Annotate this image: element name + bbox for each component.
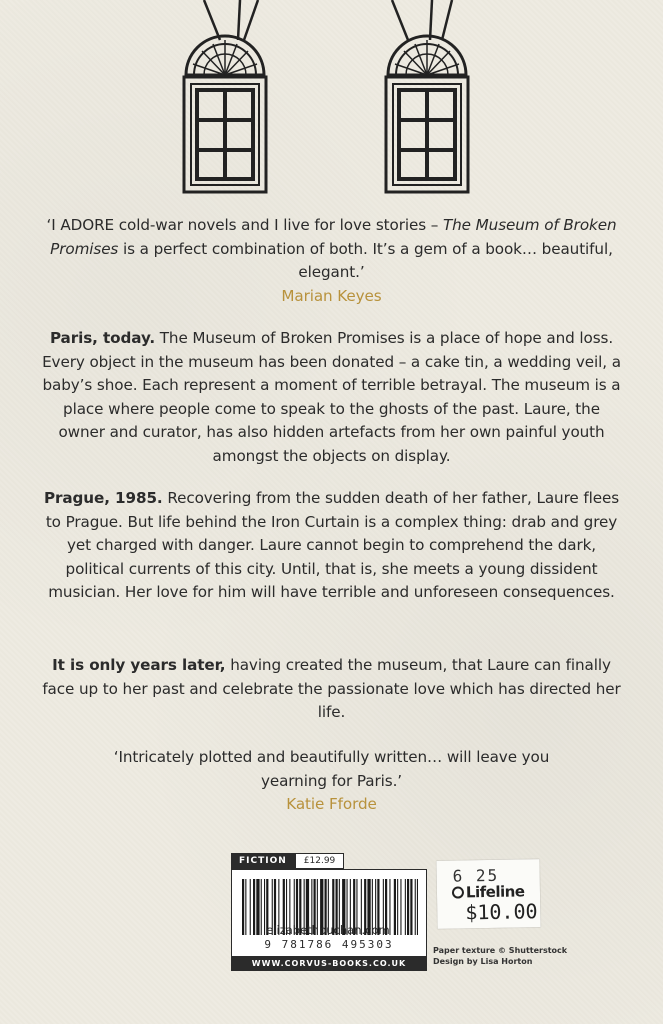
lifeline-logo-icon (452, 886, 464, 898)
paper-credit: Paper texture © Shutterstock (433, 946, 568, 955)
barcode-block (231, 853, 427, 971)
quote-author: Marian Keyes (281, 286, 382, 305)
blurb-years-later (40, 654, 623, 725)
price-sticker (436, 859, 540, 929)
price-label: £12.99 (295, 853, 345, 869)
review-quote-keyes (40, 214, 623, 308)
quote-text-end: is a perfect combination of both. It’s a gem of a book… beautiful, elegant.’ (118, 239, 613, 281)
quote-text: ‘Intricately plotted and beautifully written… will leave you yearning for Paris.’ (113, 748, 550, 790)
window-illustration-right (382, 0, 472, 200)
quote-book-title: The Museum of Broken Promises (50, 216, 617, 258)
barcode (231, 869, 427, 957)
quote-text: ‘I ADORE cold-war novels and I live for love stories – (46, 216, 443, 234)
blurb-lead: Prague, 1985. (43, 489, 163, 507)
window-illustration-left (180, 0, 270, 200)
category-price-bar (231, 853, 427, 869)
quote-author: Katie Fforde (286, 795, 377, 813)
design-credit: Design by Lisa Horton (433, 957, 533, 966)
sticker-code: 6 25 (452, 865, 500, 886)
credits (433, 945, 567, 967)
blurb-lead: Paris, today. (49, 329, 156, 347)
review-quote-fforde (92, 746, 571, 817)
blurb-prague (40, 487, 623, 605)
blurb-body: Recovering from the sudden death of her father, Laure flees to Prague. But life behind the Iron Curtain is a complex thing: drab and grey yet charged with danger. Laure cannot begin to comprehend the dark, political currents of this city. Until, that is, she meets a young dissident musician. Her love for him will have terrible and unforeseen consequences. (45, 489, 620, 601)
sticker-price: $10.00 (465, 899, 538, 925)
author-website: elizabethbuchan.com (266, 923, 390, 937)
blurb-body: having created the museum, that Laure can finally face up to her past and celebrate the passionate love which has directed her life. (42, 656, 621, 721)
blurb-lead: It is only years later, (52, 656, 226, 674)
category-label: FICTION (231, 853, 295, 869)
publisher-url: WWW.CORVUS-BOOKS.CO.UK (231, 957, 427, 971)
sticker-brand-text: Lifeline (465, 882, 525, 902)
isbn-number: 9 781786 495303 (264, 938, 394, 951)
blurb-paris (40, 327, 623, 468)
blurb-body: The Museum of Broken Promises is a place of hope and loss. Every object in the museum has been donated – a cake tin, a wedding veil, a baby’s shoe. Each represent a moment of terrible betrayal. The museum is a place where people come to speak to the ghosts of the past. Laure, the owner and curator, has also hidden artefacts from her own painful youth amongst the objects on display. (42, 329, 621, 465)
